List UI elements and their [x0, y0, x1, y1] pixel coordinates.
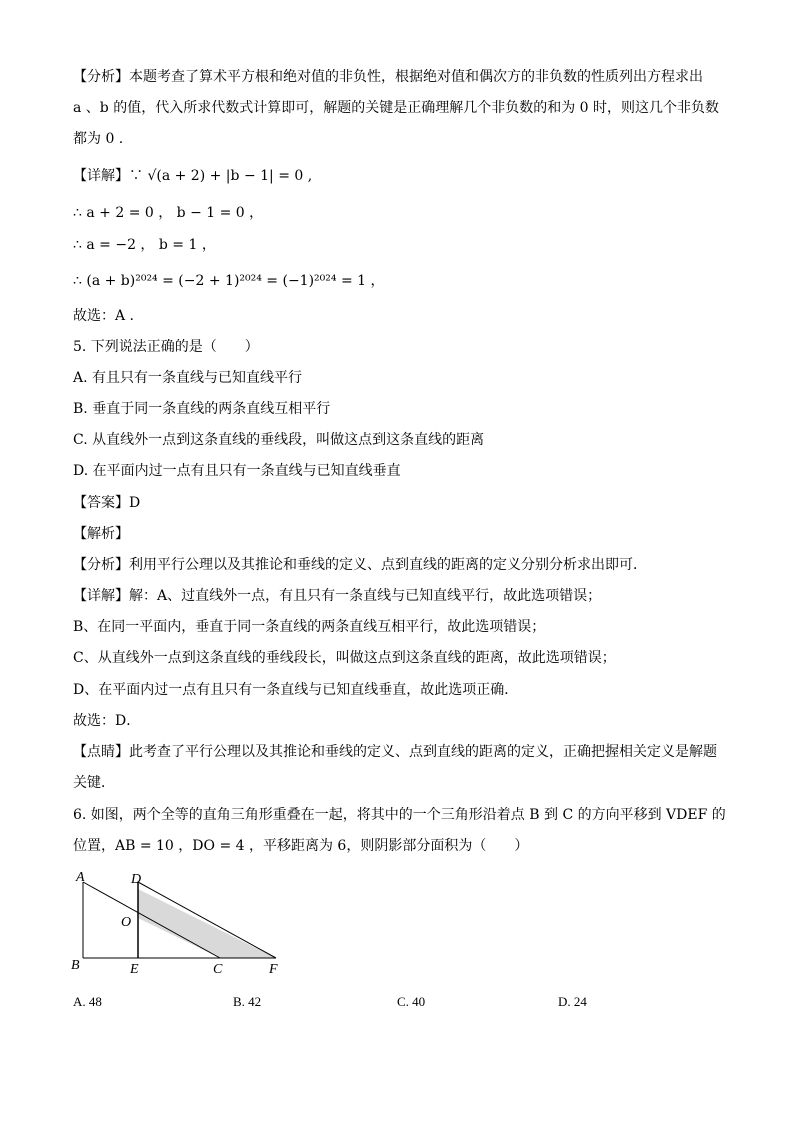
question-6-stem-2: 位置，AB = 10 ，DO = 4 ，平移距离为 6，则阴影部分面积为（ ） — [73, 838, 529, 854]
detail-line-2: ∴ a + 2 = 0 ， b − 1 = 0 ， — [73, 205, 264, 221]
answer-option-b: B. 42 — [233, 994, 262, 1009]
label-f: F — [269, 962, 278, 976]
triangle-figure — [66, 866, 286, 976]
label-d: D — [131, 872, 142, 887]
question-5-option-b: B. 垂直于同一条直线的两条直线互相平行 — [73, 401, 331, 417]
label-a: A — [76, 870, 85, 885]
detail-line-1: 【详解】∵ √(a + 2) + |b − 1| = 0 , — [73, 168, 313, 184]
choose-line: 故选：A . — [73, 308, 135, 324]
detail-line-4: ∴ (a + b)²⁰²⁴ = (−2 + 1)²⁰²⁴ = (−1)²⁰²⁴ = 1 ， — [73, 273, 385, 289]
solution-detail-c: C、从直线外一点到这条直线的垂线段长，叫做这点到这条直线的距离，故此选项错误； — [73, 650, 616, 666]
question-5-option-a: A. 有且只有一条直线与已知直线平行 — [73, 370, 303, 386]
solution-detail-b: B、在同一平面内，垂直于同一条直线的两条直线互相平行，故此选项错误； — [73, 619, 546, 635]
question-6-stem-1: 6. 如图，两个全等的直角三角形重叠在一起，将其中的一个三角形沿着点 B 到 C 的方向平移到 VDEF 的 — [73, 807, 726, 823]
question-5-stem: 5. 下列说法正确的是（ ） — [73, 339, 259, 355]
detail-line-3: ∴ a = −2 ， b = 1 ， — [73, 237, 216, 253]
answer-option-a: A. 48 — [73, 994, 102, 1009]
label-o: O — [121, 915, 132, 930]
analysis-line-1: 【分析】本题考查了算术平方根和绝对值的非负性，根据绝对值和偶次方的非负数的性质列出方程求出 — [73, 69, 703, 85]
question-5-option-d: D. 在平面内过一点有且只有一条直线与已知直线垂直 — [73, 463, 401, 479]
answer-option-c: C. 40 — [397, 994, 426, 1009]
solution-detail-d: D、在平面内过一点有且只有一条直线与已知直线垂直，故此选项正确． — [73, 682, 519, 698]
question-5-option-c: C. 从直线外一点到这条直线的垂线段，叫做这点到这条直线的距离 — [73, 432, 485, 448]
label-e: E — [130, 962, 139, 976]
comment-line-1: 【点睛】此考查了平行公理以及其推论和垂线的定义、点到直线的距离的定义，正确把握相关定义是解题 — [73, 744, 717, 760]
answer-line: 【答案】D — [73, 495, 141, 511]
comment-line-2: 关键． — [73, 775, 115, 791]
analysis-line-3: 都为 0 . — [73, 131, 124, 147]
solution-choose: 故选：D． — [73, 713, 141, 729]
label-b: B — [71, 958, 80, 973]
analysis-line-2: a 、b 的值，代入所求代数式计算即可，解题的关键是正确理解几个非负数的和为 0 时，则这几个非负数 — [73, 100, 720, 116]
solution-analysis: 【分析】利用平行公理以及其推论和垂线的定义、点到直线的距离的定义分别分析求出即可． — [73, 557, 647, 573]
label-c: C — [213, 962, 223, 976]
solution-detail-a: 【详解】解：A、过直线外一点，有且只有一条直线与已知直线平行，故此选项错误； — [73, 588, 602, 604]
solution-heading: 【解析】 — [73, 526, 129, 542]
answer-option-d: D. 24 — [558, 994, 587, 1009]
